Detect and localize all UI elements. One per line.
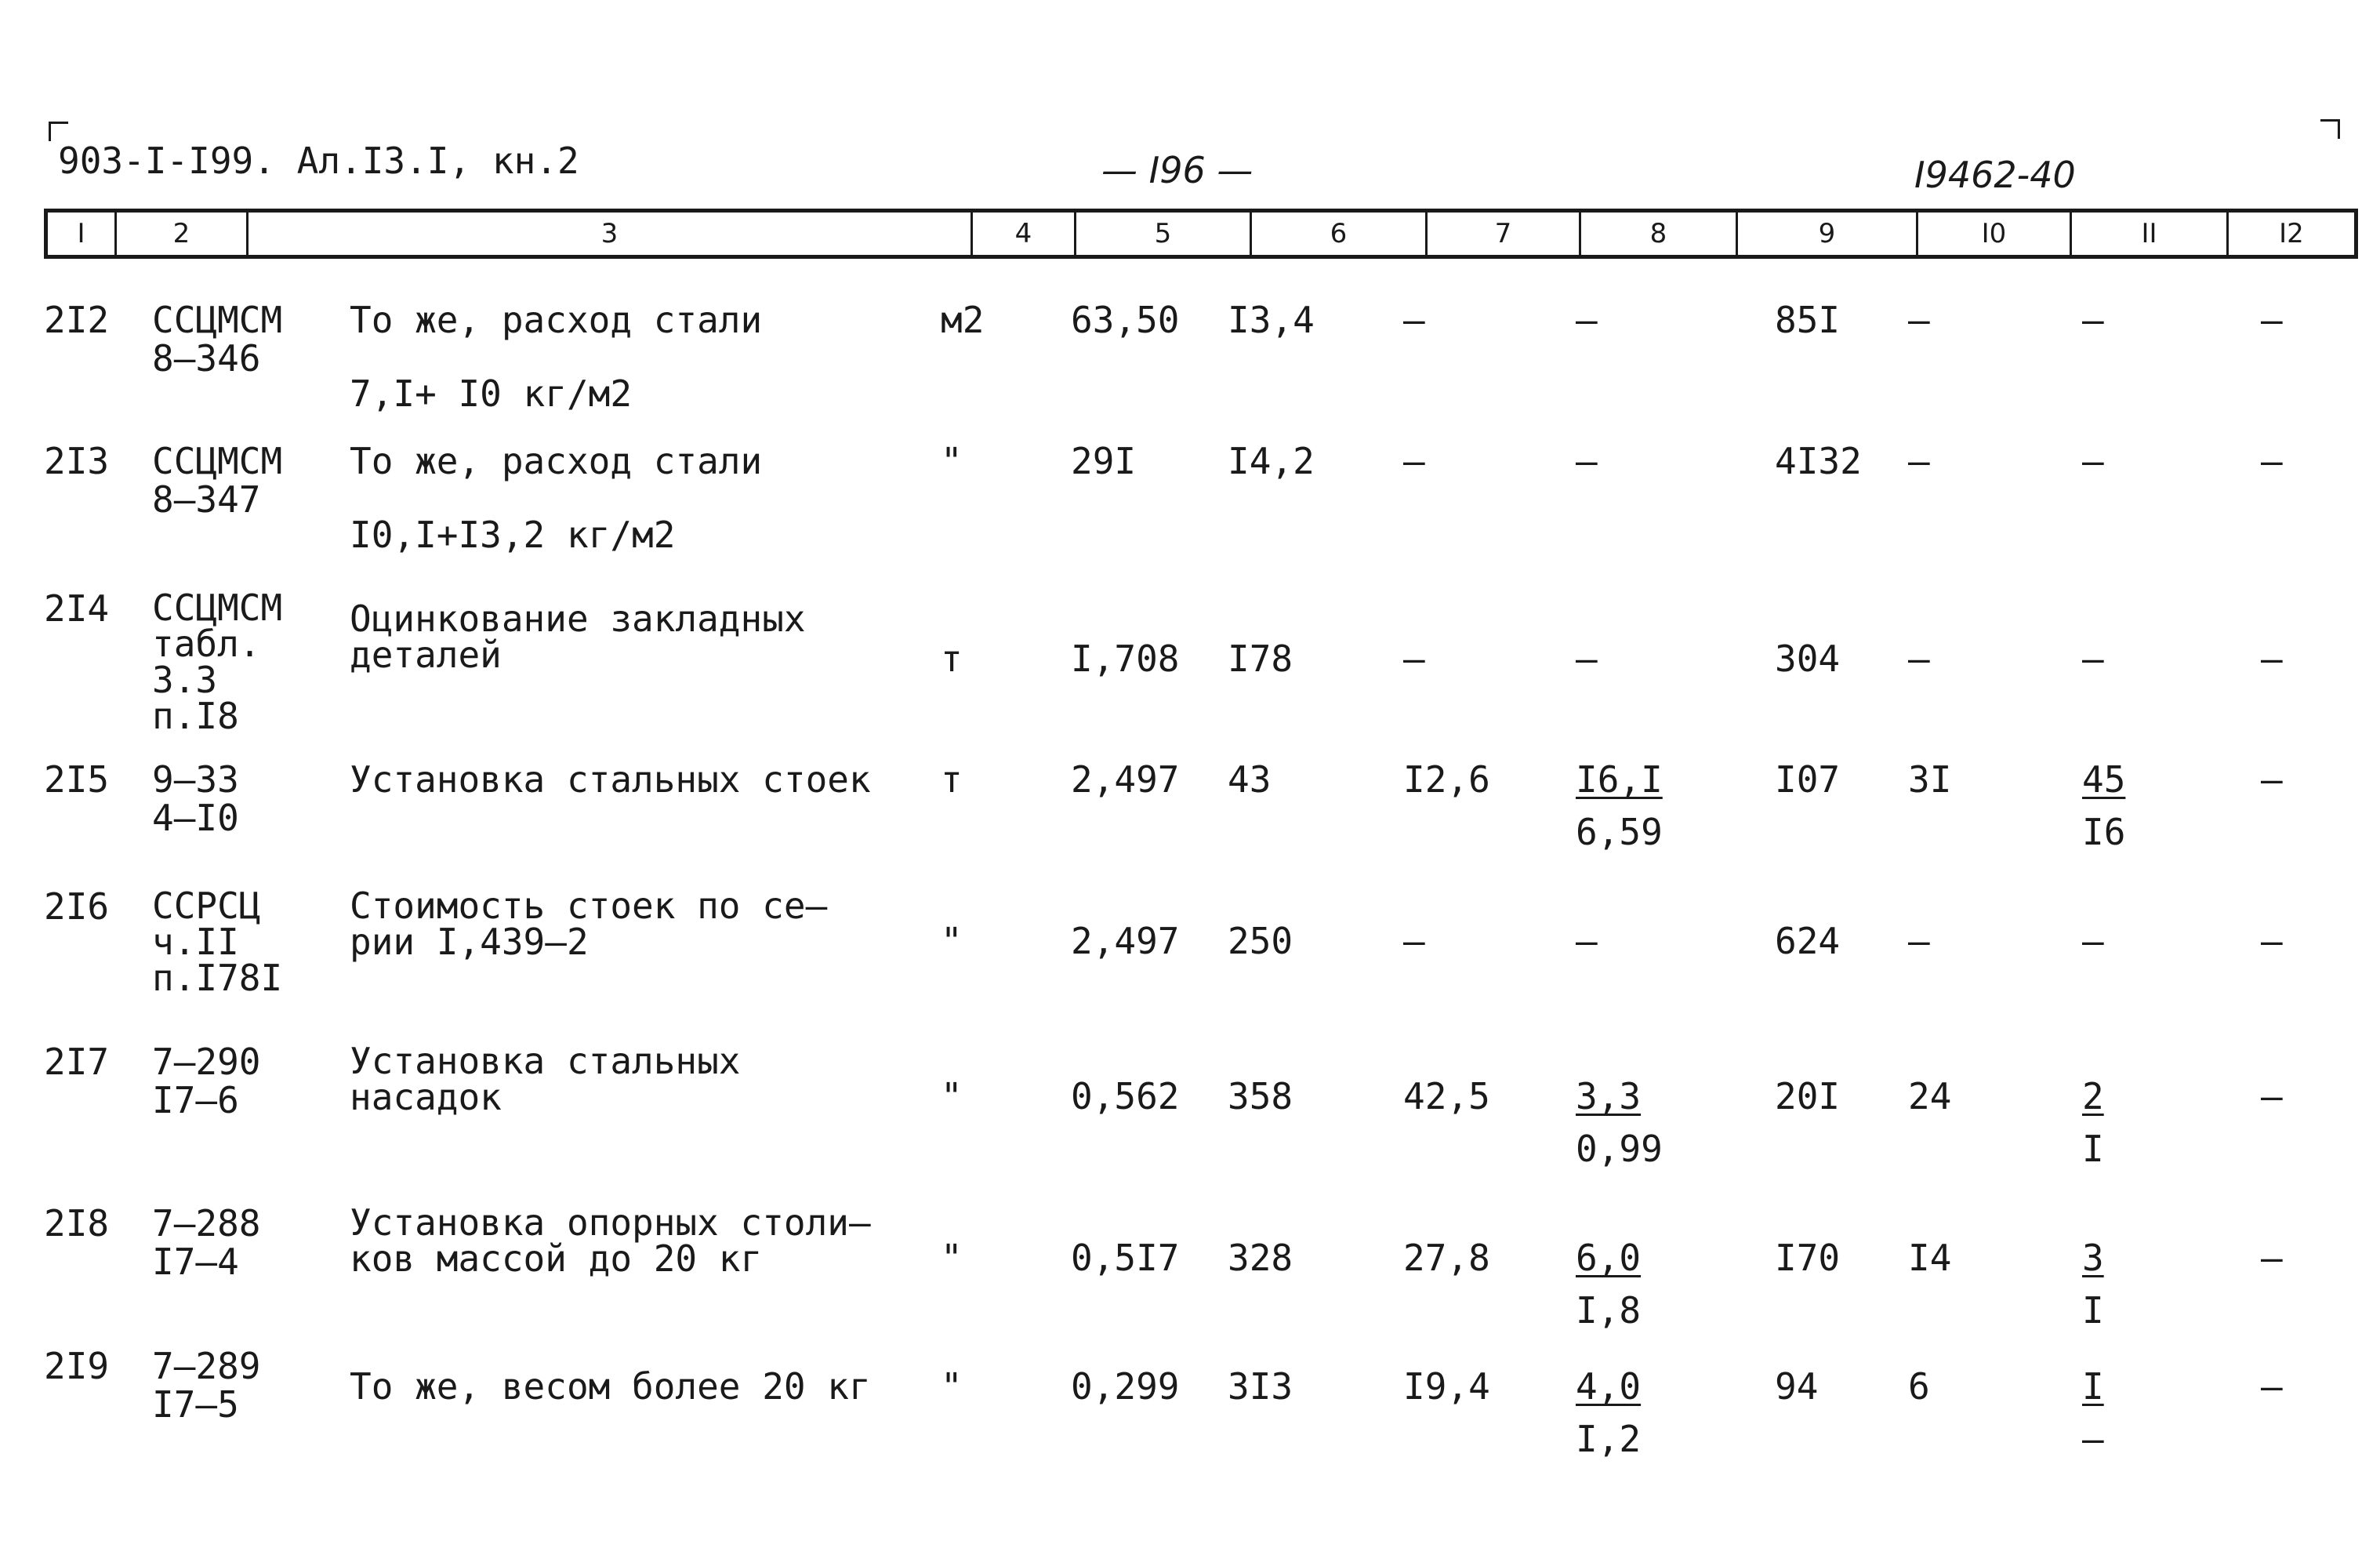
row-col11 [2082,640,2104,692]
row-col9: 624 [1775,920,1841,962]
row-col12: – [2261,299,2283,341]
column-header: II [2072,213,2229,255]
row-description: Установка стальных стоек [350,758,871,801]
row-number: 2I2 [44,299,110,341]
row-quantity: 0,299 [1071,1365,1180,1408]
row-col11-top: – [2082,638,2104,680]
row-col11-top: I [2082,1365,2104,1408]
row-col6: 328 [1228,1237,1293,1279]
row-col8-top: 3,3 [1576,1075,1642,1117]
column-header: I2 [2279,218,2304,249]
row-number: 2I9 [44,1345,110,1387]
row-unit: " [941,1365,963,1408]
row-col6: 3I3 [1228,1365,1293,1408]
row-col6: I3,4 [1228,299,1315,341]
row-col6: I78 [1228,638,1293,680]
row-code: 7–290 I7–6 [152,1041,261,1121]
row-description: Оцинкование закладных деталей [350,598,806,676]
row-col9: 20I [1775,1075,1841,1117]
row-col8 [1576,1365,1642,1460]
column-header-row [44,209,2358,259]
row-col8-top: 6,0 [1576,1237,1642,1279]
row-quantity: 0,5I7 [1071,1237,1180,1279]
column-header: I0 [1918,213,2072,255]
row-code: 9–33 4–I0 [152,758,239,839]
reference-number: I9462-40 [1914,154,2076,196]
row-col11 [2082,758,2126,853]
row-unit: " [941,440,963,482]
page-number: — I96 — [1101,149,1253,191]
row-col12: – [2261,758,2283,801]
row-unit: " [941,1075,963,1117]
row-col7: 42,5 [1403,1075,1490,1117]
row-code: 7–288 I7–4 [152,1202,261,1283]
row-quantity: 29I [1071,440,1137,482]
row-col11-bottom: I [2082,1127,2104,1170]
row-col11 [2082,301,2104,354]
row-number: 2I3 [44,440,110,482]
row-col11 [2082,442,2104,495]
row-col11-bottom: I6 [2082,810,2126,853]
row-number: 2I7 [44,1041,110,1083]
row-quantity: 2,497 [1071,920,1180,962]
row-col8-top: I6,I [1576,758,1663,801]
row-col9: 4I32 [1775,440,1862,482]
row-col11-bottom: I [2082,1288,2104,1332]
row-description: Установка опорных столи– ков массой до 20 кг [350,1201,871,1280]
row-description-detail: I0,I+I3,2 кг/м2 [350,514,676,556]
row-col12: – [2261,440,2283,482]
row-col10: 24 [1908,1075,1952,1117]
column-header: 8 [1581,213,1738,255]
row-col8 [1576,442,1598,495]
row-col8 [1576,1239,1641,1330]
row-col8-bottom: I,2 [1576,1417,1642,1460]
row-col7: I9,4 [1403,1365,1490,1408]
row-col11-top: – [2082,440,2104,482]
row-col12: – [2261,638,2283,680]
column-header: 7 [1428,213,1581,255]
row-col12: – [2261,1237,2283,1279]
row-description-detail: 7,I+ I0 кг/м2 [350,372,633,415]
row-number: 2I6 [44,885,110,928]
row-unit: " [941,1237,963,1279]
row-unit: т [941,638,963,680]
row-unit: м2 [941,299,985,341]
row-col7: – [1403,920,1425,962]
row-col9: 304 [1775,638,1841,680]
row-col11-top: 45 [2082,758,2126,801]
row-col12: – [2261,1365,2283,1408]
row-col10: – [1908,638,1930,680]
row-col11-top: 2 [2082,1075,2104,1117]
row-col8 [1576,301,1598,354]
row-col9: I70 [1775,1237,1841,1279]
row-col7: I2,6 [1403,758,1490,801]
row-col7: 27,8 [1403,1237,1490,1279]
row-code: ССЦМСМ табл. 3.3 п.I8 [152,587,283,737]
row-col6: 358 [1228,1075,1293,1117]
row-col7: – [1403,638,1425,680]
row-col11-top: 3 [2082,1237,2104,1279]
row-quantity: 63,50 [1071,299,1180,341]
row-col12: – [2261,1075,2283,1117]
row-col11 [2082,1239,2104,1330]
document-code: 903-I-I99. Ал.I3.I, кн.2 [58,140,579,182]
row-description: Стоимость стоек по се– рии I,439–2 [350,885,828,963]
row-description: Установка стальных насадок [350,1040,741,1118]
row-col11-top: – [2082,299,2104,341]
row-col8-top: – [1576,440,1598,482]
corner-mark-right [2320,119,2340,139]
row-col8 [1576,758,1663,853]
row-col10: – [1908,920,1930,962]
row-col9: I07 [1775,758,1841,801]
column-header: 9 [1738,213,1918,255]
row-col10: I4 [1908,1237,1952,1279]
row-col8-top: – [1576,299,1598,341]
row-number: 2I4 [44,587,110,630]
column-header: 3 [249,213,973,255]
row-col8 [1576,1077,1663,1168]
row-col12: – [2261,920,2283,962]
row-col6: 250 [1228,920,1293,962]
row-quantity: I,708 [1071,638,1180,680]
row-col8-top: – [1576,920,1598,962]
row-col9: 94 [1775,1365,1819,1408]
row-col11 [2082,1365,2104,1460]
column-header: 2 [117,213,249,255]
row-quantity: 2,497 [1071,758,1180,801]
row-description: То же, расход стали [350,440,763,482]
row-quantity: 0,562 [1071,1075,1180,1117]
row-description: То же, весом более 20 кг [350,1365,871,1408]
column-header: 6 [1252,213,1428,255]
row-col10: – [1908,440,1930,482]
row-col6: I4,2 [1228,440,1315,482]
row-code: ССЦМСМ 8–346 [152,299,283,380]
row-description: То же, расход стали [350,299,763,341]
row-col8-bottom: 6,59 [1576,810,1663,853]
row-col7: – [1403,440,1425,482]
row-col8-top: 4,0 [1576,1365,1642,1408]
column-header: 5 [1076,213,1252,255]
row-col10: – [1908,299,1930,341]
row-code: 7–289 I7–5 [152,1345,261,1426]
row-col8-top: – [1576,638,1598,680]
row-unit: " [941,920,963,962]
row-col8-bottom: I,8 [1576,1288,1642,1332]
row-col7: – [1403,299,1425,341]
row-col11-bottom: – [2082,1417,2104,1460]
row-col10: 3I [1908,758,1952,801]
row-number: 2I8 [44,1202,110,1244]
row-col6: 43 [1228,758,1272,801]
row-unit: т [941,758,963,801]
row-code: ССЦМСМ 8–347 [152,440,283,521]
column-header: I [48,213,117,255]
row-col11 [2082,1077,2104,1168]
row-col8-bottom: 0,99 [1576,1127,1663,1170]
row-code: ССРСЦ ч.II п.I78I [152,885,283,999]
row-col8 [1576,640,1598,692]
row-col9: 85I [1775,299,1841,341]
row-col10: 6 [1908,1365,1930,1408]
row-col11-top: – [2082,920,2104,962]
column-header: 4 [973,213,1076,255]
row-number: 2I5 [44,758,110,801]
row-col11 [2082,922,2104,975]
corner-mark-left [49,122,68,141]
row-col8 [1576,922,1598,975]
